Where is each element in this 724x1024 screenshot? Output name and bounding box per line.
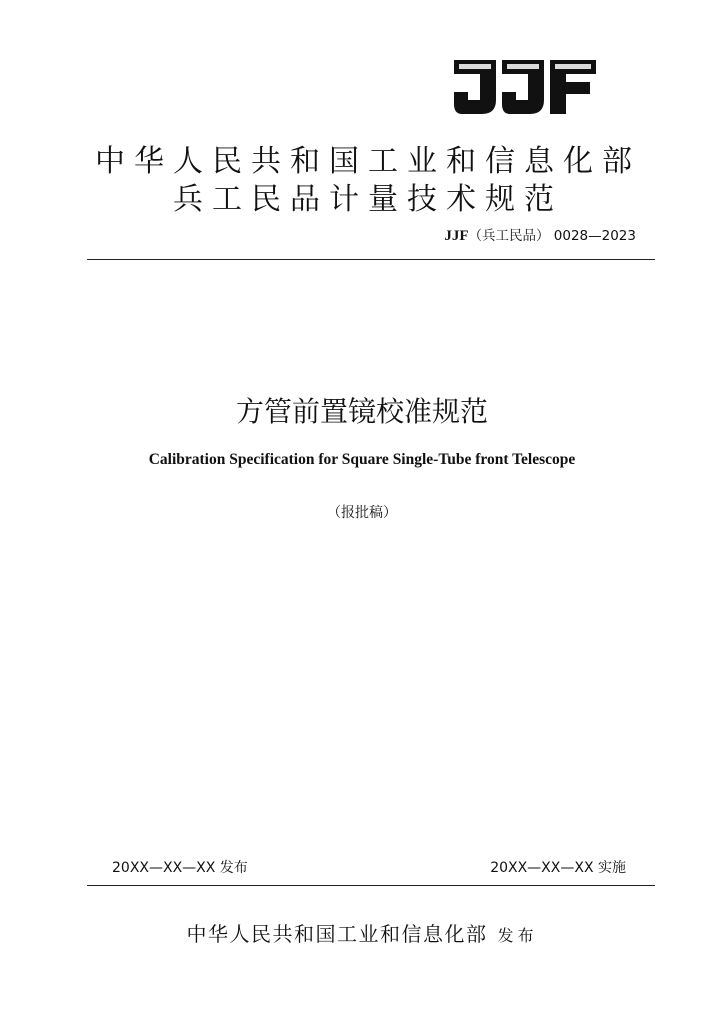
implementation-date: 20XX—XX—XX 实施 (490, 860, 626, 876)
publisher-line (0, 918, 724, 947)
document-title-english: Calibration Specification for Square Single-Tube front Telescope (148, 451, 576, 468)
issue-date: 20XX—XX—XX 发布 (112, 860, 248, 876)
standard-code-prefix: JJF (444, 228, 469, 244)
draft-status: （报批稿） (327, 505, 397, 521)
publisher-name: 中华人民共和国工业和信息化部 (186, 922, 488, 946)
bottom-divider (87, 885, 655, 886)
standard-code (444, 224, 636, 245)
document-title-chinese: 方管前置镜校准规范 (235, 395, 488, 428)
publisher-verb: 发布 (497, 926, 538, 945)
jjf-logo (452, 56, 598, 118)
jjf-logo-mark (452, 56, 598, 118)
issuer-title-line-2: 兵工民品计量技术规范 (173, 182, 563, 217)
top-divider (87, 259, 655, 260)
issuer-title-line-1: 中华人民共和国工业和信息化部 (95, 144, 641, 179)
standard-code-number: （兵工民品） 0028—2023 (468, 228, 636, 244)
